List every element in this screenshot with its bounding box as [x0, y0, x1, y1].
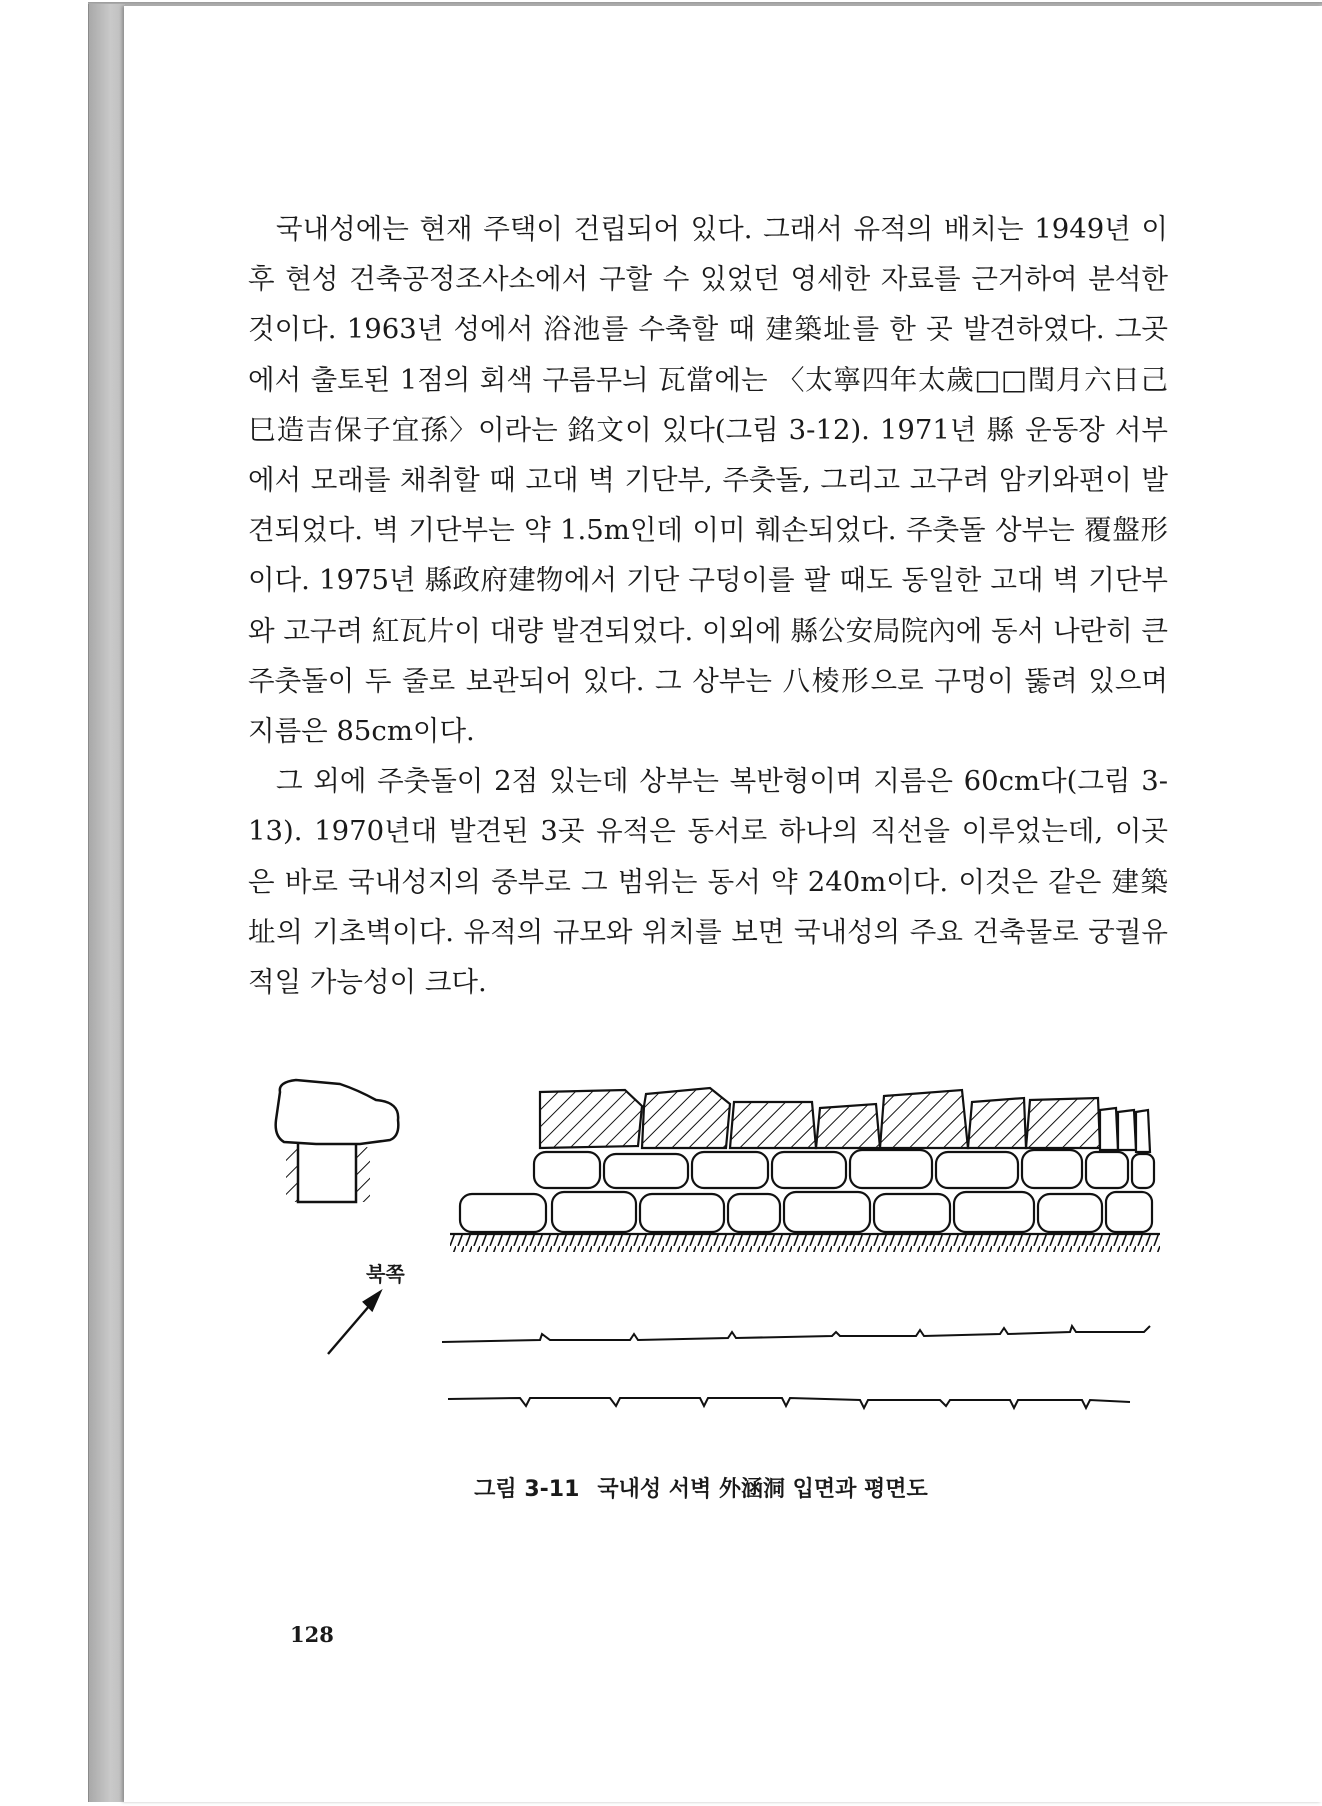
figure-caption-number: 그림 3-11 [474, 1477, 580, 1502]
paragraph-2: 그 외에 주춧돌이 2점 있는데 상부는 복반형이며 지름은 60cm다(그림 3-13). 1970년대 발견된 3곳 유적은 동서로 하나의 직선을 이루었는데, 이곳은 바로 국내성지의 중부로 그 범위는 동서 약 240m이다. 이것은 같은 建築址의 기초벽이다. 유적의 규모와 위치를 보면 국내성의 주요 건축물로 궁궐유적일 가능성이 크다. [248, 765, 1168, 999]
north-label: 북쪽 [366, 1262, 405, 1286]
figure-wall-drawing [240, 1070, 1180, 1370]
body-text [248, 204, 1168, 1007]
figure-caption [0, 1472, 1322, 1503]
book-spine [88, 4, 125, 1802]
page-number: 128 [290, 1622, 334, 1647]
paragraph-1: 국내성에는 현재 주택이 건립되어 있다. 그래서 유적의 배치는 1949년 이후 현성 건축공정조사소에서 구할 수 있었던 영세한 자료를 근거하여 분석한 것이다. 1963년 성에서 浴池를 수축할 때 建築址를 한 곳 발견하였다. 그곳에서 출토된 1점의 회색 구름무늬 瓦當에는 〈太寧四年太歲□□閏月六日己巳造吉保子宜孫〉이라는 銘文이 있다(그림 3-12). 1971년 縣 운동장 서부에서 모래를 채취할 때 고대 벽 기단부, 주춧돌, 그리고 고구려 암키와편이 발견되었다. 벽 기단부는 약 1.5m인데 이미 훼손되었다. 주춧돌 상부는 覆盤形이다. 1975년 縣政府建物에서 기단 구덩이를 팔 때도 동일한 고대 벽 기단부와 고구려 紅瓦片이 대량 발견되었다. 이외에 縣公安局院內에 동서 나란히 큰 주춧돌이 두 줄로 보관되어 있다. 그 상부는 八棱形으로 구멍이 뚫려 있으며 지름은 85cm이다. [248, 213, 1168, 748]
figure-caption-text: 국내성 서벽 外涵洞 입면과 평면도 [597, 1477, 928, 1502]
plan-view-lower [240, 1070, 1180, 1370]
